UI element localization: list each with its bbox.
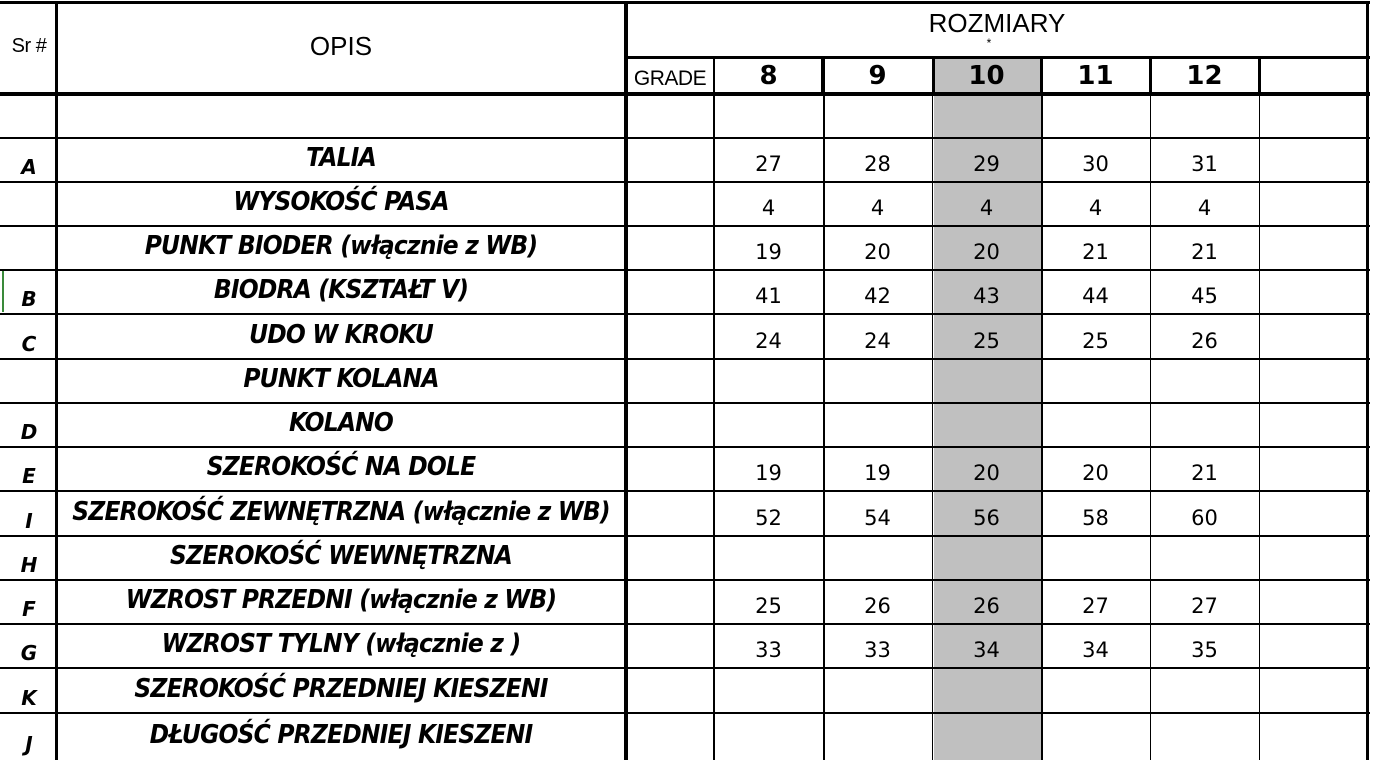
measurement-cell <box>1041 713 1150 760</box>
row-code: K <box>21 685 37 710</box>
measurement-cell <box>932 668 1041 713</box>
measurement-cell <box>1259 491 1368 536</box>
measurement-cell: 28 <box>864 152 891 176</box>
measurement-cell: 25 <box>1082 328 1109 353</box>
measurement-cell <box>932 403 1041 447</box>
size-header-blank <box>1259 59 1368 93</box>
row-code: G <box>20 641 38 665</box>
row-description <box>58 95 624 138</box>
size-header-10: 10 <box>968 61 1005 91</box>
measurement-cell: 21 <box>1191 240 1218 264</box>
measurement-cell: 25 <box>973 328 1000 353</box>
row-description: PUNKT KOLANA <box>243 364 439 394</box>
measurement-cell: 58 <box>1082 505 1109 530</box>
measurement-cell <box>823 536 932 580</box>
size-header-12: 12 <box>1186 61 1223 91</box>
row-description: PUNKT BIODER (włącznie z WB) <box>144 231 538 261</box>
measurement-cell <box>1150 668 1259 713</box>
measurement-cell: 21 <box>1191 461 1218 485</box>
measurement-cell: 26 <box>1191 328 1218 353</box>
measurement-cell: 43 <box>973 284 1000 308</box>
row-code <box>2 359 56 403</box>
measurement-cell <box>714 536 823 580</box>
row-description: DŁUGOŚĆ PRZEDNIEJ KIESZENI <box>149 719 533 750</box>
size-header-11: 11 <box>1077 61 1114 91</box>
measurement-cell <box>1259 314 1368 359</box>
measurement-cell: 20 <box>1082 461 1109 485</box>
measurement-cell <box>823 403 932 447</box>
measurement-cell: 52 <box>755 505 782 530</box>
measurement-cell <box>932 536 1041 580</box>
measurement-cell <box>1150 95 1259 138</box>
size-header-9: 9 <box>868 61 887 91</box>
row-code: D <box>20 420 38 444</box>
measurement-cell <box>1259 359 1368 403</box>
row-description: UDO W KROKU <box>249 319 433 350</box>
measurement-cell: 19 <box>755 461 782 485</box>
measurement-cell <box>1259 447 1368 491</box>
measurement-cell: 27 <box>1191 594 1218 618</box>
measurement-cell <box>1041 403 1150 447</box>
measurement-cell <box>1259 668 1368 713</box>
row-description: WYSOKOŚĆ PASA <box>233 187 449 217</box>
header-grade: GRADE <box>633 67 707 90</box>
measurement-cell: 26 <box>864 594 891 618</box>
measurement-cell: 33 <box>755 638 782 662</box>
measurement-cell <box>932 359 1041 403</box>
measurement-cell: 20 <box>864 240 891 264</box>
row-description: TALIA <box>306 143 376 173</box>
measurement-cell <box>823 713 932 760</box>
row-description: SZEROKOŚĆ ZEWNĘTRZNA (włącznie z WB) <box>72 496 610 527</box>
measurement-cell: 34 <box>973 638 1000 662</box>
measurement-cell <box>714 95 823 138</box>
row-description: SZEROKOŚĆ WEWNĘTRZNA <box>170 541 512 571</box>
row-description: SZEROKOŚĆ PRZEDNIEJ KIESZENI <box>134 673 548 704</box>
measurement-cell: 54 <box>864 505 891 530</box>
measurement-cell <box>1041 359 1150 403</box>
measurement-cell <box>714 668 823 713</box>
measurement-cell: 60 <box>1191 505 1218 530</box>
measurement-cell <box>1150 359 1259 403</box>
row-code: H <box>20 553 38 577</box>
measurement-cell <box>1150 536 1259 580</box>
measurement-cell: 19 <box>755 240 782 264</box>
measurement-cell <box>714 359 823 403</box>
row-code <box>2 226 56 270</box>
row-code: I <box>25 508 33 533</box>
row-description: WZROST TYLNY (włącznie z ) <box>161 629 521 659</box>
measurement-cell: 27 <box>755 152 782 176</box>
header-opis: OPIS <box>309 30 373 61</box>
row-description: KOLANO <box>288 408 393 438</box>
measurement-cell <box>823 95 932 138</box>
measurement-cell <box>1041 536 1150 580</box>
measurement-cell: 4 <box>870 196 885 220</box>
row-code: F <box>22 597 36 621</box>
measurement-cell <box>1259 226 1368 270</box>
measurement-cell <box>714 403 823 447</box>
measurement-cell: 4 <box>1088 196 1103 220</box>
row-code <box>2 95 56 138</box>
measurement-cell: 25 <box>755 594 782 618</box>
row-description: SZEROKOŚĆ NA DOLE <box>206 452 476 482</box>
measurement-cell: 4 <box>1197 196 1212 220</box>
measurement-cell: 31 <box>1191 152 1218 176</box>
row-code <box>2 182 56 226</box>
header-rozmiary: ROZMIARY <box>928 7 1066 38</box>
measurement-cell <box>1259 580 1368 624</box>
measurement-cell: 33 <box>864 638 891 662</box>
measurement-cell: 34 <box>1082 638 1109 662</box>
measurement-cell <box>1259 138 1368 182</box>
row-description: BIODRA (KSZTAŁT V) <box>213 275 469 305</box>
measurement-cell <box>1041 668 1150 713</box>
measurement-cell: 26 <box>973 594 1000 618</box>
row-code: E <box>22 464 36 488</box>
measurement-cell: 44 <box>1082 284 1109 308</box>
measurement-cell: 20 <box>973 240 1000 264</box>
measurement-cell <box>1259 182 1368 226</box>
measurement-cell: 30 <box>1082 152 1109 176</box>
measurement-cell <box>1259 403 1368 447</box>
measurement-cell <box>1259 270 1368 314</box>
header-star: * <box>986 36 992 50</box>
measurement-cell: 21 <box>1082 240 1109 264</box>
measurement-cell <box>714 713 823 760</box>
measurement-cell <box>932 95 1041 138</box>
measurement-cell: 42 <box>864 284 891 308</box>
measurement-cell: 24 <box>755 328 782 353</box>
measurement-cell: 29 <box>973 152 1000 176</box>
row-code: J <box>25 731 33 756</box>
measurement-cell: 19 <box>864 461 891 485</box>
row-code: A <box>21 155 37 179</box>
measurement-cell: 56 <box>973 505 1000 530</box>
measurement-cell <box>823 668 932 713</box>
measurement-cell <box>1150 713 1259 760</box>
measurement-cell <box>1259 95 1368 138</box>
measurement-cell <box>1041 95 1150 138</box>
measurement-cell: 27 <box>1082 594 1109 618</box>
measurement-cell: 20 <box>973 461 1000 485</box>
measurement-cell <box>1259 713 1368 760</box>
row-description: WZROST PRZEDNI (włącznie z WB) <box>125 585 557 615</box>
header-sr: Sr # <box>11 35 47 57</box>
size-header-8: 8 <box>759 61 778 91</box>
measurement-cell: 35 <box>1191 638 1218 662</box>
measurement-cell <box>932 713 1041 760</box>
vertical-rule <box>624 1 628 760</box>
measurement-cell <box>1150 403 1259 447</box>
measurement-cell: 24 <box>864 328 891 353</box>
row-code: B <box>21 287 37 311</box>
measurement-cell <box>1259 536 1368 580</box>
measurement-cell: 4 <box>761 196 776 220</box>
measurement-cell <box>1259 624 1368 668</box>
measurement-cell <box>823 359 932 403</box>
measurement-cell: 4 <box>979 196 994 220</box>
measurement-cell: 41 <box>755 284 782 308</box>
measurement-cell: 45 <box>1191 284 1218 308</box>
row-code: C <box>21 331 37 356</box>
